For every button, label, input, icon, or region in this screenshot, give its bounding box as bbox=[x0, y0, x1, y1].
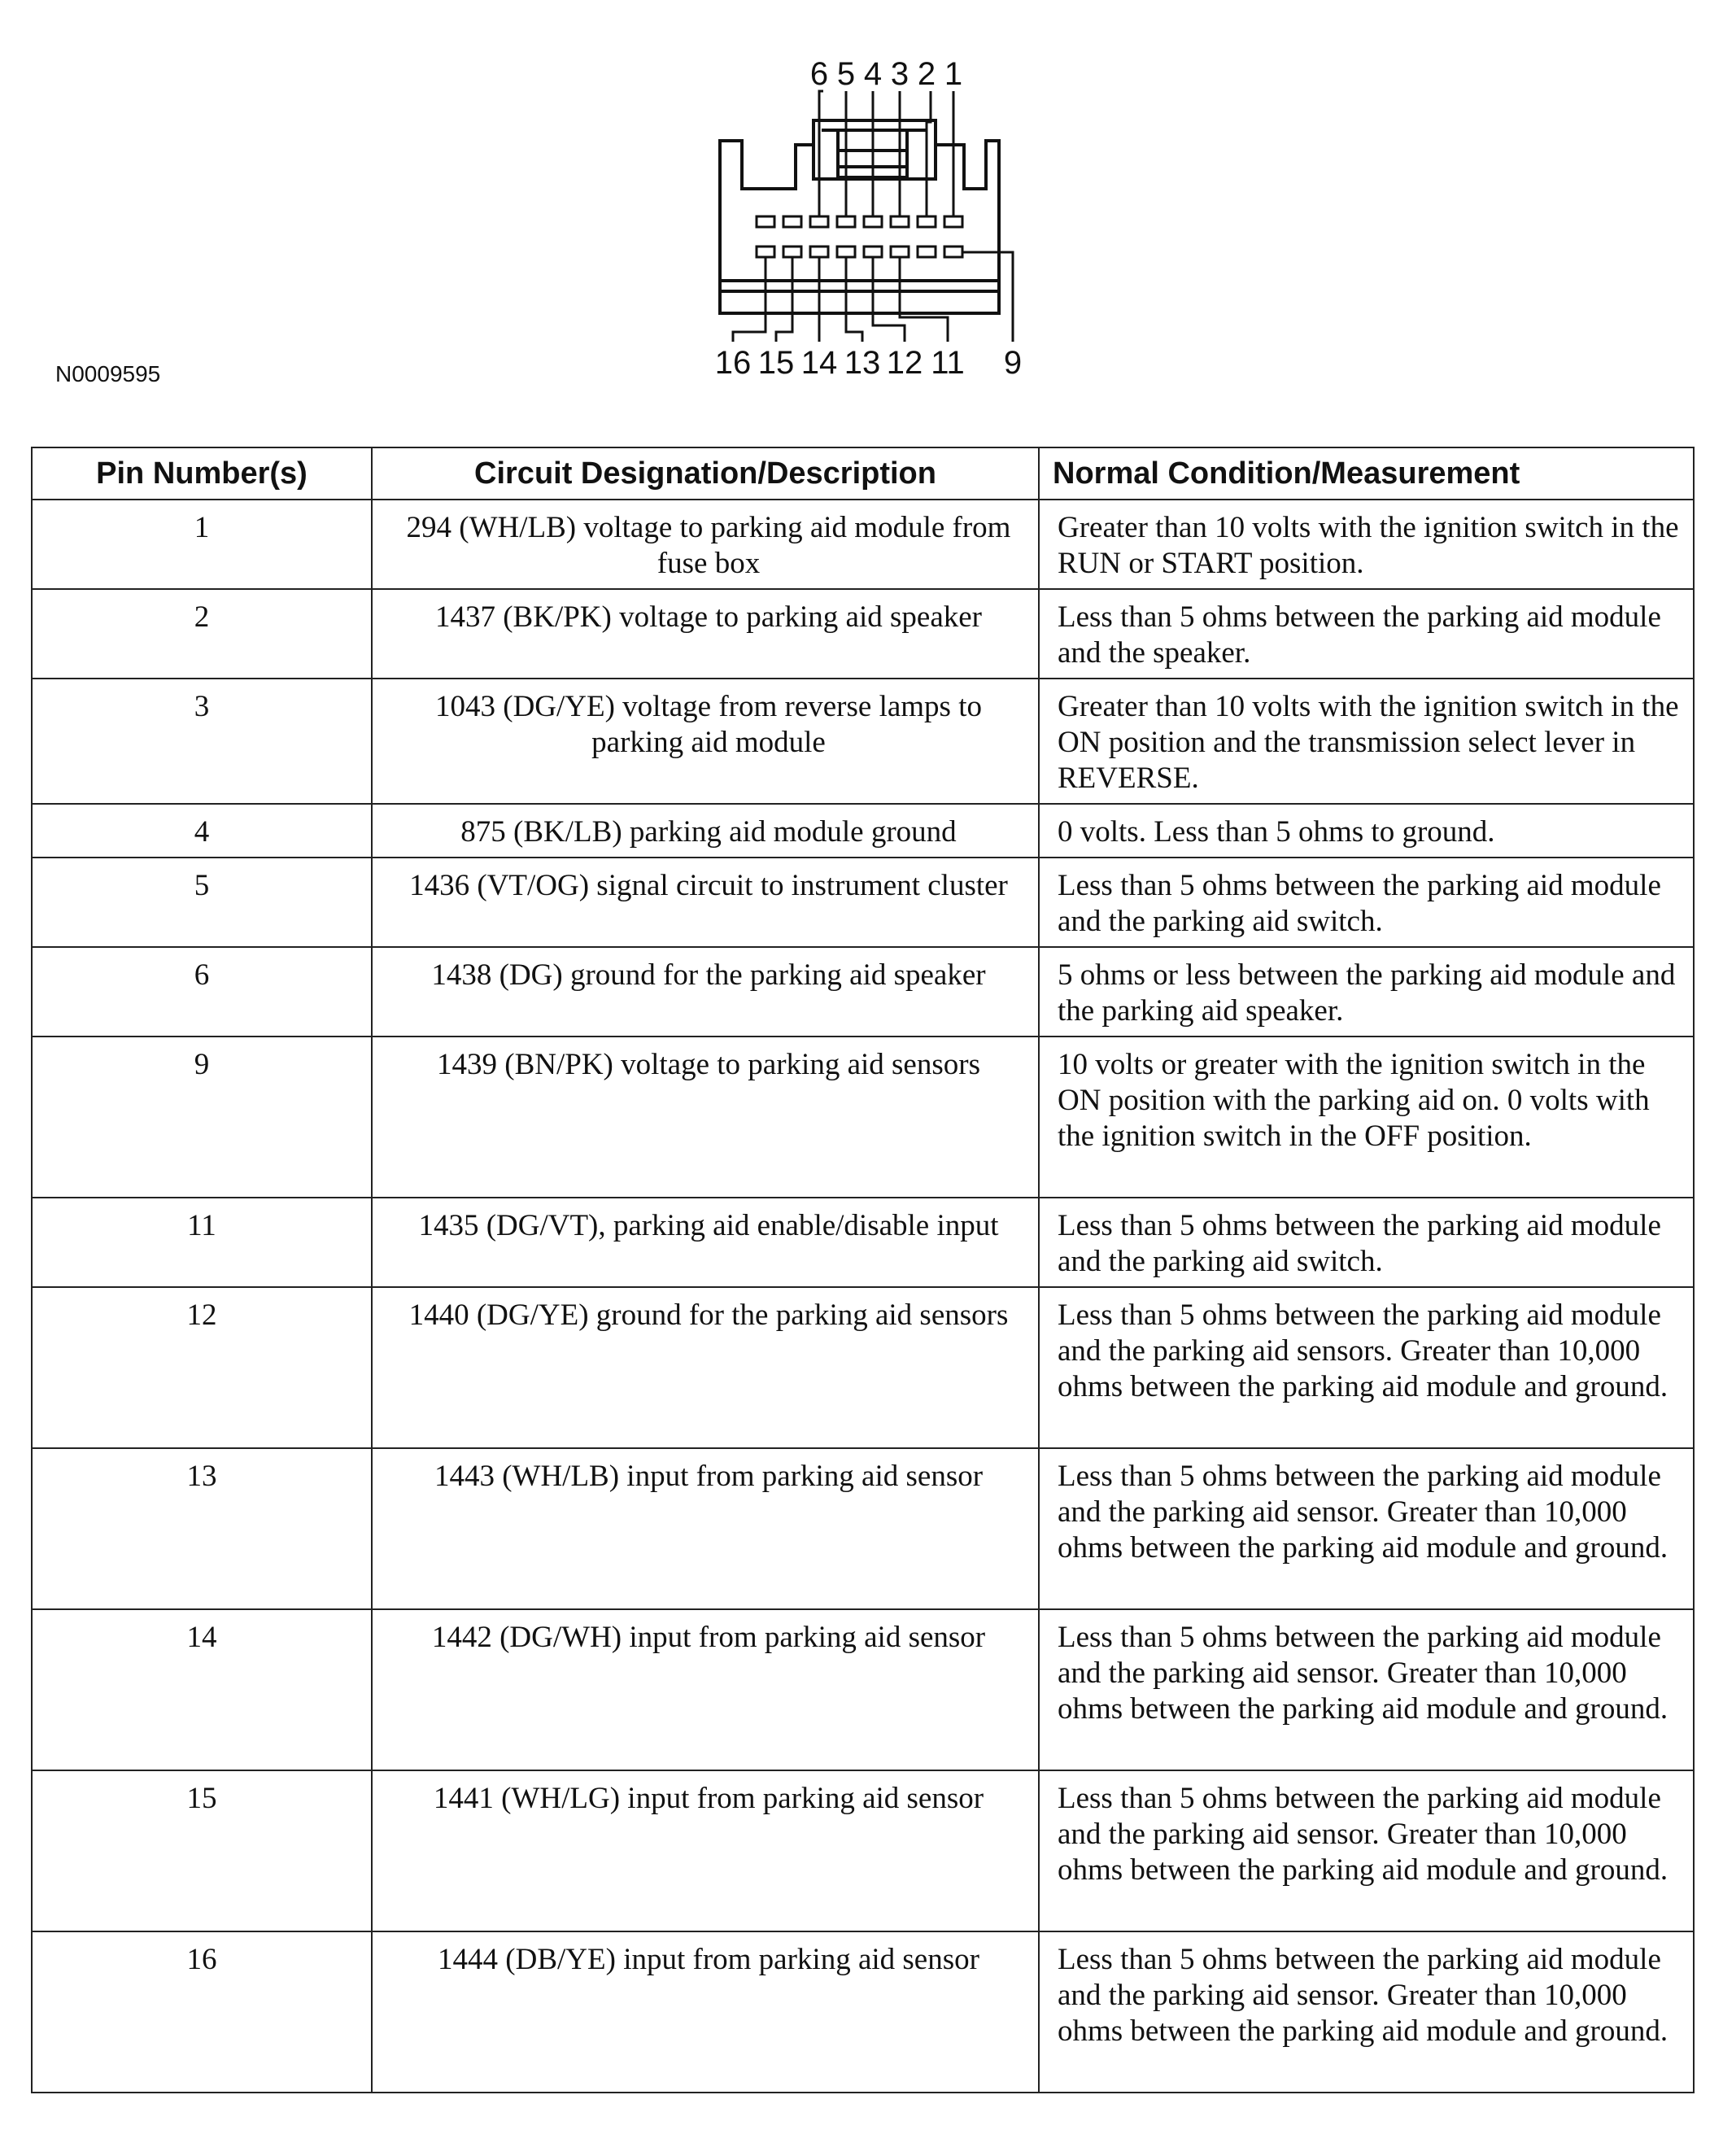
header-circuit-description: Circuit Designation/Description bbox=[372, 447, 1039, 500]
circuit-description-cell: 1444 (DB/YE) input from parking aid sensor bbox=[372, 1931, 1039, 2093]
normal-condition-cell: Less than 5 ohms between the parking aid module and the parking aid sensor. Greater than 10,000 ohms between the parking aid module and ground. bbox=[1039, 1609, 1694, 1770]
connector-cavity bbox=[757, 216, 774, 227]
pin-number-cell: 1 bbox=[32, 500, 372, 589]
bottom-pin-label: 11 bbox=[931, 345, 965, 381]
leader-lines-bottom bbox=[733, 252, 1013, 342]
table-header-row bbox=[32, 447, 1694, 500]
circuit-description-cell: 1442 (DG/WH) input from parking aid sensor bbox=[372, 1609, 1039, 1770]
table-row bbox=[32, 589, 1694, 679]
circuit-description-cell: 1443 (WH/LB) input from parking aid sensor bbox=[372, 1448, 1039, 1609]
bottom-pin-label: 15 bbox=[757, 345, 795, 381]
table-row bbox=[32, 1931, 1694, 2093]
circuit-description-cell: 1435 (DG/VT), parking aid enable/disable input bbox=[372, 1198, 1039, 1287]
connector-diagram bbox=[0, 0, 1723, 423]
circuit-description-cell: 1441 (WH/LG) input from parking aid sensor bbox=[372, 1770, 1039, 1931]
normal-condition-cell: Less than 5 ohms between the parking aid module and the parking aid sensor. Greater than 10,000 ohms between the parking aid module and ground. bbox=[1039, 1770, 1694, 1931]
normal-condition-cell: 5 ohms or less between the parking aid module and the parking aid speaker. bbox=[1039, 947, 1694, 1037]
normal-condition-cell: 0 volts. Less than 5 ohms to ground. bbox=[1039, 804, 1694, 858]
bottom-pin-label: 13 bbox=[844, 345, 881, 381]
top-pin-label: 2 bbox=[917, 56, 936, 92]
pin-number-cell: 6 bbox=[32, 947, 372, 1037]
pin-number-cell: 3 bbox=[32, 679, 372, 804]
pin-number-cell: 12 bbox=[32, 1287, 372, 1448]
bottom-pin-label: 14 bbox=[800, 345, 838, 381]
table-row bbox=[32, 500, 1694, 589]
table-row bbox=[32, 1770, 1694, 1931]
pin-number-cell: 4 bbox=[32, 804, 372, 858]
circuit-description-cell: 1439 (BN/PK) voltage to parking aid sensors bbox=[372, 1037, 1039, 1198]
connector-pin-15 bbox=[783, 247, 801, 257]
header-normal-condition: Normal Condition/Measurement bbox=[1039, 447, 1694, 500]
top-pin-label: 4 bbox=[863, 56, 883, 92]
normal-condition-cell: Greater than 10 volts with the ignition switch in the RUN or START position. bbox=[1039, 500, 1694, 589]
normal-condition-cell: Less than 5 ohms between the parking aid module and the parking aid sensor. Greater than 10,000 ohms between the parking aid module and ground. bbox=[1039, 1931, 1694, 2093]
top-pin-label: 6 bbox=[809, 56, 829, 92]
connector-pin-16 bbox=[757, 247, 774, 257]
connector-pin-5 bbox=[837, 216, 855, 227]
normal-condition-cell: Less than 5 ohms between the parking aid module and the parking aid switch. bbox=[1039, 858, 1694, 947]
connector-pin-1 bbox=[944, 216, 962, 227]
circuit-description-cell: 294 (WH/LB) voltage to parking aid module from fuse box bbox=[372, 500, 1039, 589]
connector-pin-12 bbox=[864, 247, 882, 257]
connector-pin-4 bbox=[864, 216, 882, 227]
table-row bbox=[32, 804, 1694, 858]
normal-condition-cell: Greater than 10 volts with the ignition switch in the ON position and the transmission select lever in REVERSE. bbox=[1039, 679, 1694, 804]
circuit-description-cell: 1436 (VT/OG) signal circuit to instrument cluster bbox=[372, 858, 1039, 947]
normal-condition-cell: Less than 5 ohms between the parking aid module and the parking aid sensor. Greater than 10,000 ohms between the parking aid module and ground. bbox=[1039, 1448, 1694, 1609]
pin-number-cell: 13 bbox=[32, 1448, 372, 1609]
pin-number-cell: 15 bbox=[32, 1770, 372, 1931]
circuit-description-cell: 875 (BK/LB) parking aid module ground bbox=[372, 804, 1039, 858]
table-row bbox=[32, 947, 1694, 1037]
bottom-pin-label: 16 bbox=[714, 345, 752, 381]
bottom-pin-label: 9 bbox=[1003, 345, 1023, 381]
pin-table bbox=[31, 447, 1695, 2093]
pin-number-cell: 11 bbox=[32, 1198, 372, 1287]
circuit-description-cell: 1437 (BK/PK) voltage to parking aid speaker bbox=[372, 589, 1039, 679]
connector-pin-3 bbox=[891, 216, 909, 227]
top-pin-label: 1 bbox=[944, 56, 963, 92]
pin-number-cell: 16 bbox=[32, 1931, 372, 2093]
table-row bbox=[32, 858, 1694, 947]
pin-number-cell: 9 bbox=[32, 1037, 372, 1198]
circuit-description-cell: 1440 (DG/YE) ground for the parking aid sensors bbox=[372, 1287, 1039, 1448]
figure-reference: N0009595 bbox=[55, 361, 161, 386]
connector-cavity bbox=[783, 216, 801, 227]
normal-condition-cell: Less than 5 ohms between the parking aid module and the parking aid sensors. Greater than 10,000 ohms between the parking aid module and ground. bbox=[1039, 1287, 1694, 1448]
pin-number-cell: 5 bbox=[32, 858, 372, 947]
connector-pin-11 bbox=[891, 247, 909, 257]
header-pin-number: Pin Number(s) bbox=[32, 447, 372, 500]
normal-condition-cell: 10 volts or greater with the ignition switch in the ON position with the parking aid on. 0 volts with the ignition switch in the OFF position. bbox=[1039, 1037, 1694, 1198]
circuit-description-cell: 1043 (DG/YE) voltage from reverse lamps to parking aid module bbox=[372, 679, 1039, 804]
top-pin-label: 3 bbox=[890, 56, 909, 92]
table-row bbox=[32, 1037, 1694, 1198]
table-row bbox=[32, 679, 1694, 804]
normal-condition-cell: Less than 5 ohms between the parking aid module and the parking aid switch. bbox=[1039, 1198, 1694, 1287]
circuit-description-cell: 1438 (DG) ground for the parking aid speaker bbox=[372, 947, 1039, 1037]
pin-number-cell: 14 bbox=[32, 1609, 372, 1770]
table-row bbox=[32, 1609, 1694, 1770]
normal-condition-cell: Less than 5 ohms between the parking aid module and the speaker. bbox=[1039, 589, 1694, 679]
connector-pin-9 bbox=[944, 247, 962, 257]
table-row bbox=[32, 1448, 1694, 1609]
connector-cavity bbox=[918, 247, 936, 257]
connector-pin-6 bbox=[810, 216, 828, 227]
top-pin-label: 5 bbox=[836, 56, 856, 92]
bottom-pin-label: 12 bbox=[886, 345, 923, 381]
connector-pin-2 bbox=[918, 216, 936, 227]
table-row bbox=[32, 1287, 1694, 1448]
pin-number-cell: 2 bbox=[32, 589, 372, 679]
connector-pin-14 bbox=[810, 247, 828, 257]
connector-pin-13 bbox=[837, 247, 855, 257]
table-row bbox=[32, 1198, 1694, 1287]
